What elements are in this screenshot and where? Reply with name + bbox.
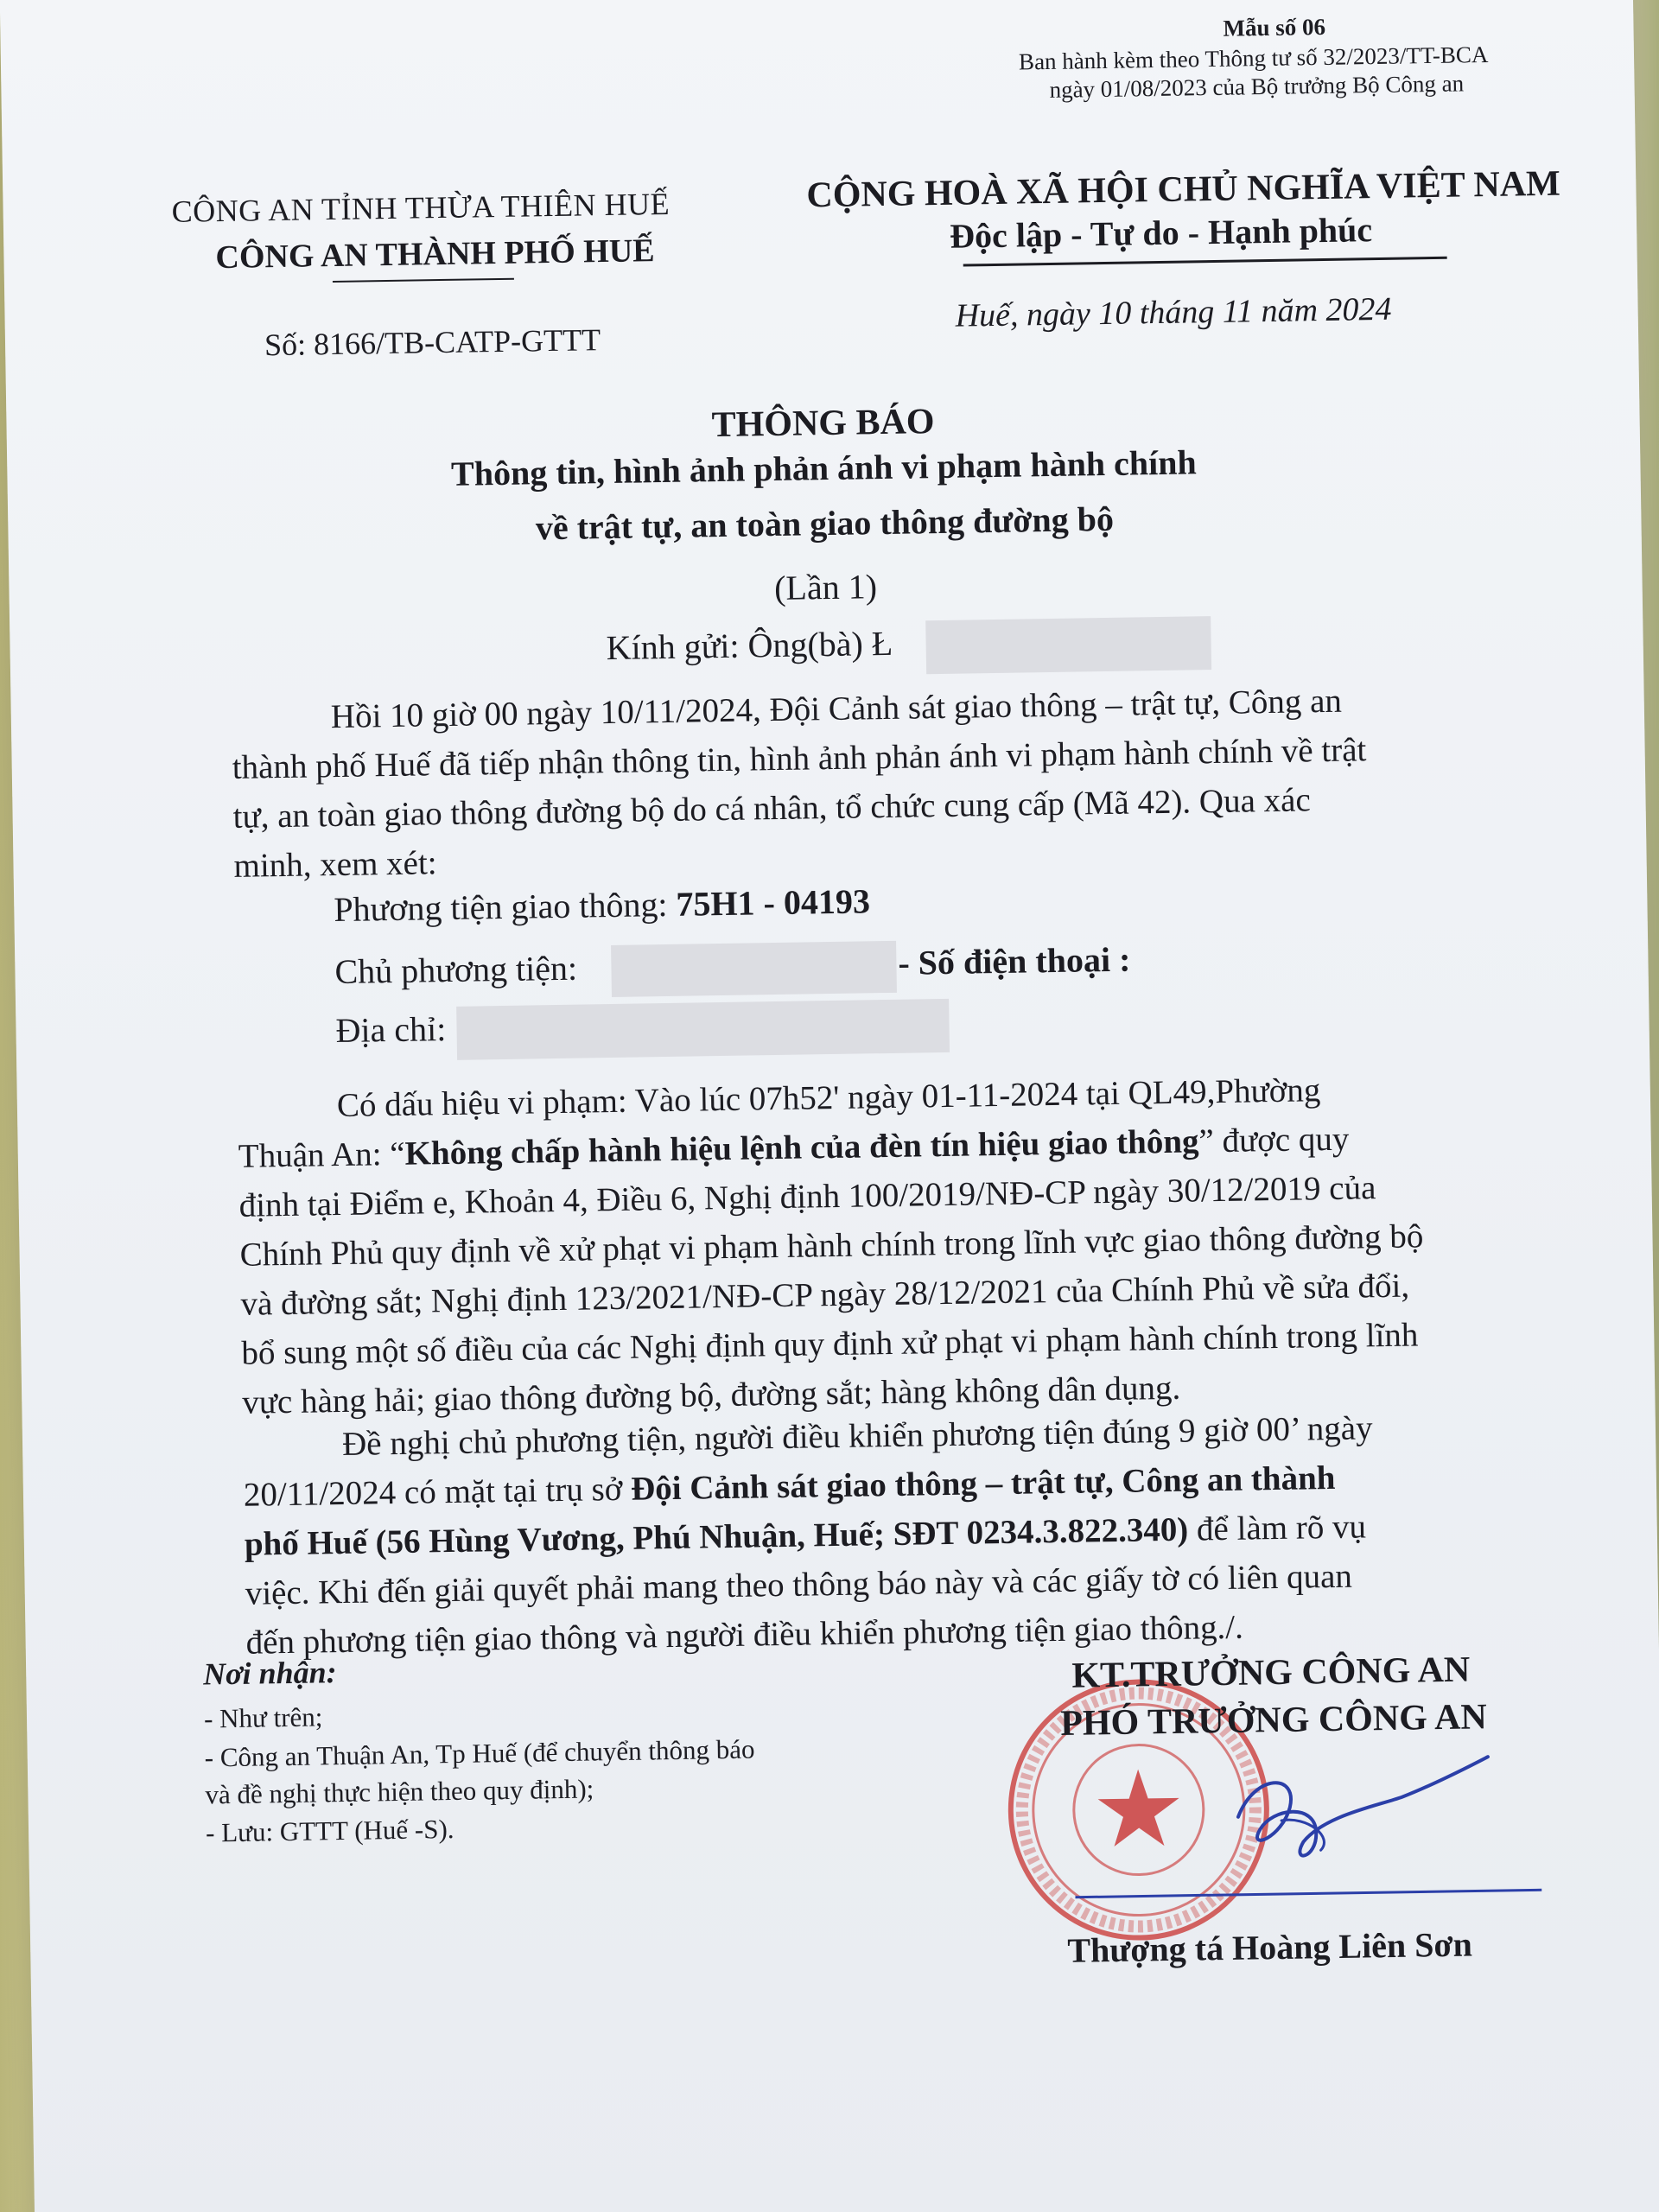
redacted-owner-name [611, 941, 897, 997]
request-line: việc. Khi đến giải quyết phải mang theo thông báo này và các giấy tờ có liên quan [245, 1557, 1353, 1612]
intro-paragraph [231, 673, 1573, 891]
recipients-title: Nơi nhận: [202, 1655, 337, 1692]
motto-underline [963, 257, 1447, 267]
intro-line: thành phố Huế đã tiếp nhận thông tin, hình ảnh phản ánh vi phạm hành chính về trật [232, 731, 1367, 786]
nation-title: CỘNG HOÀ XÃ HỘI CHỦ NGHĨA VIỆT NAM [806, 163, 1561, 216]
document-number: Số: 8166/TB-CATP-GTTT [264, 322, 601, 363]
org-underline [333, 278, 514, 283]
office-address: phố Huế (56 Hùng Vương, Phú Nhuận, Huế; SĐT 0234.3.822.340) [244, 1510, 1189, 1563]
request-line: đến phương tiện giao thông và người điều khiển phương tiện giao thông./. [245, 1608, 1244, 1662]
redacted-recipient-name [925, 616, 1211, 674]
attempt-number: (Lần 1) [773, 567, 878, 608]
intro-line: minh, xem xét: [233, 844, 437, 885]
violation-text: ” được quy [1198, 1120, 1350, 1160]
vehicle-label: Phương tiện giao thông: [334, 884, 677, 930]
nation-motto: Độc lập - Tự do - Hạnh phúc [949, 210, 1373, 256]
office-name: Đội Cảnh sát giao thông – trật tự, Công an thành [630, 1459, 1336, 1508]
org-parent: CÔNG AN TỈNH THỪA THIÊN HUẾ [171, 186, 671, 229]
form-issued-line-1: Ban hành kèm theo Thông tư số 32/2023/TT-BCA [1018, 41, 1489, 75]
intro-line: Hồi 10 giờ 00 ngày 10/11/2024, Đội Cảnh sát giao thông – trật tự, Công an [330, 682, 1343, 736]
document-title: THÔNG BÁO [711, 402, 935, 446]
phone-label: - Số điện thoại : [898, 939, 1131, 982]
violation-line: bổ sung một số điều của các Nghị định quy định xử phạt vi phạm hành chính trong lĩnh [241, 1316, 1419, 1372]
form-number: Mẫu số 06 [1223, 13, 1326, 41]
request-text: 20/11/2024 có mặt tại trụ sở [243, 1470, 632, 1514]
request-paragraph [243, 1400, 1586, 1667]
violation-line: Chính Phủ quy định về xử phạt vi phạm hành chính trong lĩnh vực giao thông đường bộ [239, 1217, 1424, 1274]
handwritten-signature [1220, 1752, 1498, 1886]
violation-line: định tại Điểm e, Khoản 4, Điều 6, Nghị định 100/2019/NĐ-CP ngày 30/12/2019 của [238, 1169, 1376, 1224]
violation-line: và đường sắt; Nghị định 123/2021/NĐ-CP ngày 28/12/2021 của Chính Phủ về sửa đổi, [240, 1267, 1410, 1323]
request-text: để làm rõ vụ [1187, 1508, 1367, 1548]
address-label: Địa chỉ: [335, 1009, 447, 1051]
owner-label: Chủ phương tiện: [334, 948, 578, 992]
form-issued-line-2: ngày 01/08/2023 của Bộ trưởng Bộ Công an [1049, 70, 1465, 103]
document-subtitle-1: Thông tin, hình ảnh phản ánh vi phạm hành chính [450, 442, 1198, 493]
violation-paragraph [237, 1061, 1581, 1427]
signatory-title-2: PHÓ TRƯỞNG CÔNG AN [1059, 1697, 1488, 1744]
recipients-item: - Như trên; [203, 1701, 323, 1734]
org-name: CÔNG AN THÀNH PHỐ HUẾ [215, 232, 655, 276]
recipients-item: - Công an Thuận An, Tp Huế (để chuyển thông báo [204, 1733, 755, 1773]
signatory-title-1: KT.TRƯỞNG CÔNG AN [1071, 1649, 1471, 1696]
violation-description: Không chấp hành hiệu lệnh của đèn tín hiệu giao thông [404, 1122, 1199, 1173]
violation-line: Có dấu hiệu vi phạm: Vào lúc 07h52' ngày 01-11-2024 tại QL49,Phường [336, 1071, 1321, 1125]
vehicle-line [334, 880, 870, 930]
recipient-salutation: Kính gửi: Ông(bà) Ł [606, 623, 893, 668]
redacted-address [456, 999, 950, 1060]
request-line: Đề nghị chủ phương tiện, người điều khiển phương tiện đúng 9 giờ 00’ ngày [341, 1409, 1373, 1463]
violation-location: Thuận An: “ [238, 1135, 405, 1175]
violation-line: vực hàng hải; giao thông đường bộ, đường sắt; hàng không dân dụng. [241, 1369, 1181, 1421]
signatory-name: Thượng tá Hoàng Liên Sơn [1067, 1924, 1473, 1970]
intro-line: tự, an toàn giao thông đường bộ do cá nhân, tổ chức cung cấp (Mã 42). Qua xác [232, 781, 1312, 836]
recipients-item: - Lưu: GTTT (Huế -S). [205, 1814, 454, 1848]
place-date: Huế, ngày 10 tháng 11 năm 2024 [955, 290, 1392, 334]
document-subtitle-2: về trật tự, an toàn giao thông đường bộ [535, 499, 1115, 548]
vehicle-plate: 75H1 - 04193 [676, 881, 871, 924]
recipients-item: và đề nghị thực hiện theo quy định); [205, 1773, 594, 1810]
